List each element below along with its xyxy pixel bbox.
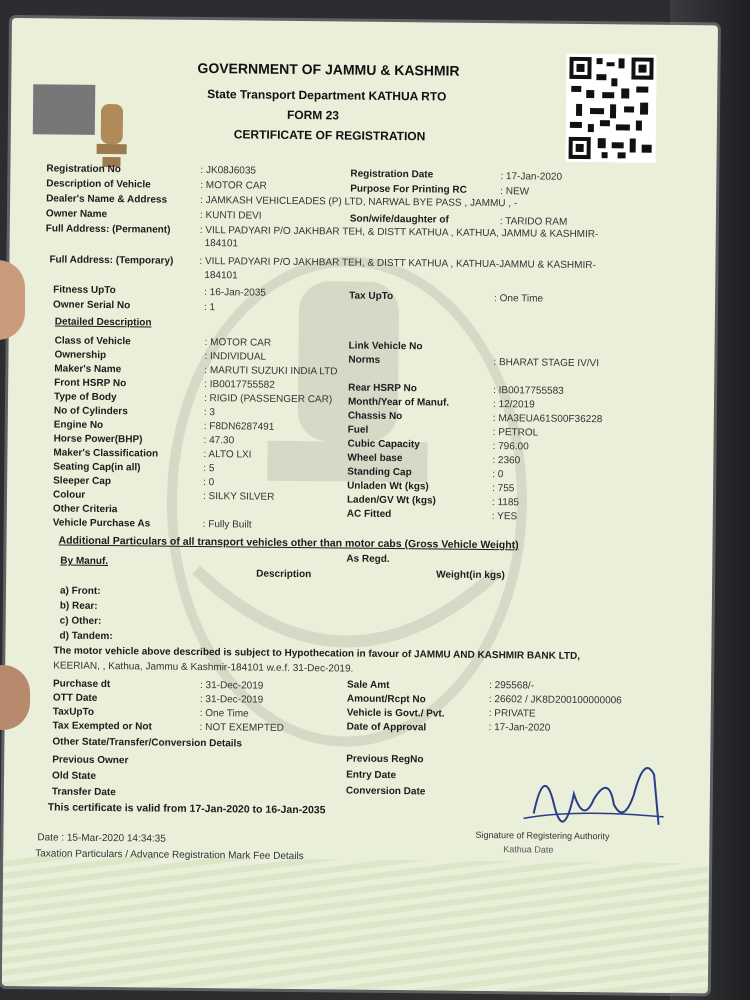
other-weight-label: c) Other: <box>59 615 102 627</box>
laden-weight-label: Laden/GV Wt (kgs) <box>346 494 436 507</box>
dealer-value: : JAMKASH VEHICLEADES (P) LTD, NARWAL BYE PASS , JAMMU , - <box>200 194 518 210</box>
colour-label: Colour <box>52 489 86 501</box>
weight-column-label: Weight(in kgs) <box>436 569 505 582</box>
maker-label: Maker's Name <box>54 363 122 376</box>
tax-exempted-label: Tax Exempted or Not <box>52 720 152 733</box>
additional-heading: Additional Particulars of all transport vehicles other than motor cabs (Gross Vehicle Weight) <box>58 534 519 552</box>
signature-place: Kathua Date <box>503 844 554 855</box>
entry-date-label: Entry Date <box>346 769 397 782</box>
norms-label: Norms <box>348 354 381 366</box>
previous-owner-label: Previous Owner <box>52 754 129 767</box>
purchase-date-label: Purchase dt <box>52 678 111 691</box>
seal-photo <box>33 84 96 135</box>
description-label: Description of Vehicle <box>46 178 151 191</box>
tax-upto-label: TaxUpTo <box>52 706 95 718</box>
tax-upto-value: : One Time <box>199 708 249 720</box>
sale-amount-label: Sale Amt <box>346 679 390 691</box>
sleeper-cap-value: : 0 <box>203 477 215 489</box>
son-value: : TARIDO RAM <box>499 216 568 228</box>
norms-value: : BHARAT STAGE IV/VI <box>493 357 600 370</box>
front-hsrp-value: : IB0017755582 <box>204 379 275 391</box>
other-criteria-label: Other Criteria <box>52 503 118 516</box>
hypothecation-line2: KEERIAN, , Kathua, Jammu & Kashmir-184101 w.e.f. 31-Dec-2019. <box>53 660 354 675</box>
owner-value: : KUNTI DEVI <box>199 209 262 222</box>
signature-label: Signature of Registering Authority <box>475 829 610 842</box>
fitness-value: : 16-Jan-2035 <box>204 287 266 299</box>
govt-private-value: : PRIVATE <box>488 708 536 720</box>
laden-weight-value: : 1185 <box>491 497 520 509</box>
front-hsrp-label: Front HSRP No <box>54 377 127 390</box>
address-temporary-label: Full Address: (Temporary) <box>49 254 174 267</box>
govt-private-label: Vehicle is Govt./ Pvt. <box>346 707 445 720</box>
amount-receipt-label: Amount/Rcpt No <box>346 693 426 706</box>
purpose-label: Purpose For Printing RC <box>350 183 467 196</box>
tax-value: : One Time <box>494 293 544 305</box>
address-permanent-line1: : VILL PADYARI P/O JAKHBAR TEH, & DISTT KATHUA , KATHUA, JAMMU & KASHMIR- <box>199 224 599 241</box>
ownership-value: : INDIVIDUAL <box>204 351 267 363</box>
cylinders-value: : 3 <box>203 407 216 419</box>
amount-receipt-value: : 26602 / JK8D200100000006 <box>488 694 622 707</box>
approval-date-label: Date of Approval <box>346 721 427 734</box>
address-temporary-line2: 184101 <box>204 270 238 282</box>
footer-taxation: Taxation Particulars / Advance Registration Mark Fee Details <box>35 848 304 863</box>
fitness-label: Fitness UpTo <box>53 284 116 297</box>
validity-statement: This certificate is valid from 17-Jan-2020 to 16-Jan-2035 <box>47 801 326 817</box>
rear-hsrp-label: Rear HSRP No <box>348 382 417 395</box>
ac-fitted-label: AC Fitted <box>346 508 392 520</box>
fuel-value: : PETROL <box>492 427 539 439</box>
old-state-label: Old State <box>52 770 97 782</box>
description-column-label: Description <box>256 568 312 581</box>
engine-label: Engine No <box>53 419 104 431</box>
link-vehicle-label: Link Vehicle No <box>348 340 423 353</box>
transfer-date-label: Transfer Date <box>51 786 116 799</box>
manuf-value: : 12/2019 <box>492 399 535 411</box>
address-temporary-line1: : VILL PADYARI P/O JAKHBAR TEH, & DISTT KATHUA , KATHUA-JAMMU & KASHMIR- <box>199 255 596 272</box>
wheel-base-value: : 2360 <box>492 455 521 467</box>
cubic-capacity-label: Cubic Capacity <box>347 438 420 451</box>
serial-label: Owner Serial No <box>52 299 131 312</box>
header-government: GOVERNMENT OF JAMMU & KASHMIR <box>197 59 460 79</box>
previous-regno-label: Previous RegNo <box>346 753 424 766</box>
address-permanent-label: Full Address: (Permanent) <box>45 223 171 236</box>
sleeper-cap-label: Sleeper Cap <box>53 475 112 488</box>
unladen-weight-label: Unladen Wt (kgs) <box>347 480 429 493</box>
address-permanent-line2: 184101 <box>204 238 239 250</box>
hypothecation-line1: The motor vehicle above described is subject to Hypothecation in favour of JAMMU AND KASHMIR BANK LTD, <box>53 645 581 662</box>
chassis-value: : MA3EUA61S00F36228 <box>492 413 603 426</box>
ott-date-label: OTT Date <box>52 692 98 704</box>
manuf-label: Month/Year of Manuf. <box>347 396 450 409</box>
colour-value: : SILKY SILVER <box>202 491 275 503</box>
front-weight-label: a) Front: <box>59 585 101 597</box>
rear-hsrp-value: : IB0017755583 <box>493 385 564 397</box>
tandem-weight-label: d) Tandem: <box>59 630 113 643</box>
conversion-date-label: Conversion Date <box>345 785 426 798</box>
security-pattern <box>2 856 709 993</box>
rear-weight-label: b) Rear: <box>59 600 98 612</box>
seating-cap-label: Seating Cap(in all) <box>53 461 141 474</box>
qr-code-icon <box>566 54 657 163</box>
purchase-as-value: : Fully Built <box>202 519 252 531</box>
registration-no-label: Registration No <box>46 163 121 176</box>
ac-fitted-value: : YES <box>491 511 518 523</box>
body-label: Type of Body <box>53 391 117 404</box>
seating-cap-value: : 5 <box>203 463 215 475</box>
standing-cap-value: : 0 <box>492 469 504 481</box>
detailed-description-heading: Detailed Description <box>54 316 152 329</box>
tax-label: Tax UpTo <box>349 290 394 303</box>
registration-no-value: : JK08J6035 <box>200 164 257 177</box>
chassis-label: Chassis No <box>347 410 403 423</box>
class-value: : MOTOR CAR <box>204 337 272 349</box>
wheel-base-label: Wheel base <box>347 452 403 465</box>
cubic-capacity-value: : 796.00 <box>492 441 529 453</box>
horse-power-label: Horse Power(BHP) <box>53 433 143 446</box>
ott-date-value: : 31-Dec-2019 <box>199 694 264 706</box>
sale-amount-value: : 295568/- <box>488 680 535 692</box>
unladen-weight-value: : 755 <box>492 483 515 495</box>
description-value: : MOTOR CAR <box>200 179 267 192</box>
registration-certificate <box>2 18 718 993</box>
header-form: FORM 23 <box>286 107 340 123</box>
serial-value: : 1 <box>203 302 216 314</box>
horse-power-value: : 47.30 <box>203 435 235 447</box>
maker-value: : MARUTI SUZUKI INDIA LTD <box>204 365 338 378</box>
maker-classification-label: Maker's Classification <box>53 447 159 460</box>
purchase-date-value: : 31-Dec-2019 <box>199 680 264 692</box>
body-value: : RIGID (PASSENGER CAR) <box>203 393 333 406</box>
other-state-heading: Other State/Transfer/Conversion Details <box>52 736 242 750</box>
owner-label: Owner Name <box>45 208 108 221</box>
son-label: Son/wife/daughter of <box>349 213 449 226</box>
engine-value: : F8DN6287491 <box>203 421 275 433</box>
fuel-label: Fuel <box>347 424 369 436</box>
purchase-as-label: Vehicle Purchase As <box>52 517 151 530</box>
class-label: Class of Vehicle <box>54 335 131 348</box>
header-certificate-title: CERTIFICATE OF REGISTRATION <box>233 127 426 144</box>
as-regd-label: As Regd. <box>346 553 390 565</box>
dealer-label: Dealer's Name & Address <box>46 193 168 206</box>
approval-date-value: : 17-Jan-2020 <box>488 722 551 734</box>
registration-date-value: : 17-Jan-2020 <box>500 171 563 183</box>
ownership-label: Ownership <box>54 349 107 362</box>
header-department: State Transport Department KATHUA RTO <box>207 87 447 104</box>
purpose-value: : NEW <box>500 186 530 198</box>
registration-date-label: Registration Date <box>350 168 434 181</box>
cylinders-label: No of Cylinders <box>53 405 128 418</box>
standing-cap-label: Standing Cap <box>347 466 412 479</box>
by-manuf-label: By Manuf. <box>60 555 109 568</box>
footer-date: Date : 15-Mar-2020 14:34:35 <box>37 832 166 845</box>
maker-classification-value: : ALTO LXI <box>203 449 252 461</box>
tax-exempted-value: : NOT EXEMPTED <box>199 722 284 734</box>
